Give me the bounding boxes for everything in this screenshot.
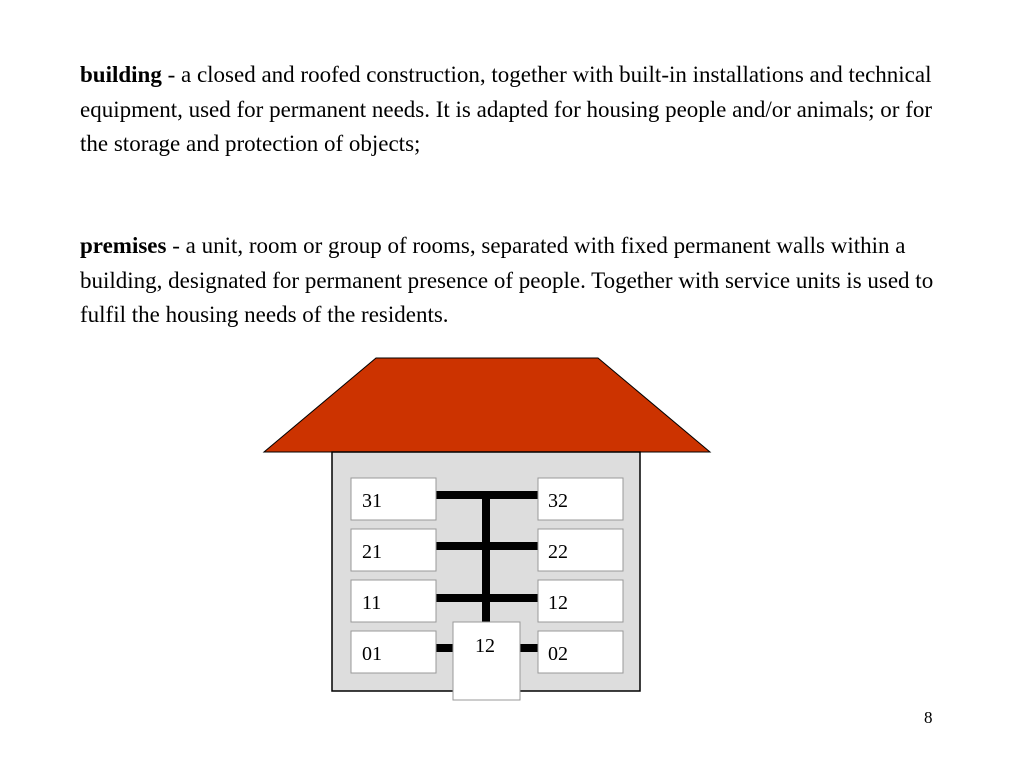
page-number: 8 <box>924 708 933 727</box>
flat-02 <box>538 631 623 673</box>
flat-label: 02 <box>548 643 568 665</box>
term-building: building <box>80 62 162 87</box>
house-roof <box>264 358 710 452</box>
flat-21 <box>351 529 436 571</box>
flat-32 <box>538 478 623 520</box>
entrance-label: 12 <box>475 635 495 657</box>
definition-premises-text: - a unit, room or group of rooms, separated with fixed permanent walls within a building, designated for permanent presence of people. Together with service units is used to fulfil the housing needs of the residents. <box>80 233 934 327</box>
flat-22 <box>538 529 623 571</box>
entrance-box <box>453 622 520 700</box>
flat-31 <box>351 478 436 520</box>
flat-label: 21 <box>362 541 382 563</box>
flat-label: 31 <box>362 490 382 512</box>
flat-12 <box>538 580 623 622</box>
flat-label: 12 <box>548 592 568 614</box>
flat-11 <box>351 580 436 622</box>
term-premises: premises <box>80 233 167 258</box>
flat-01 <box>351 631 436 673</box>
flat-label: 01 <box>362 643 382 665</box>
flat-label: 32 <box>548 490 568 512</box>
definition-building-text: - a closed and roofed construction, together with built-in installations and technical equipment, used for permanent needs. It is adapted for housing people and/or animals; or for the storage and protection of objects; <box>80 62 933 156</box>
flat-label: 11 <box>362 592 382 614</box>
flat-label: 22 <box>548 541 568 563</box>
